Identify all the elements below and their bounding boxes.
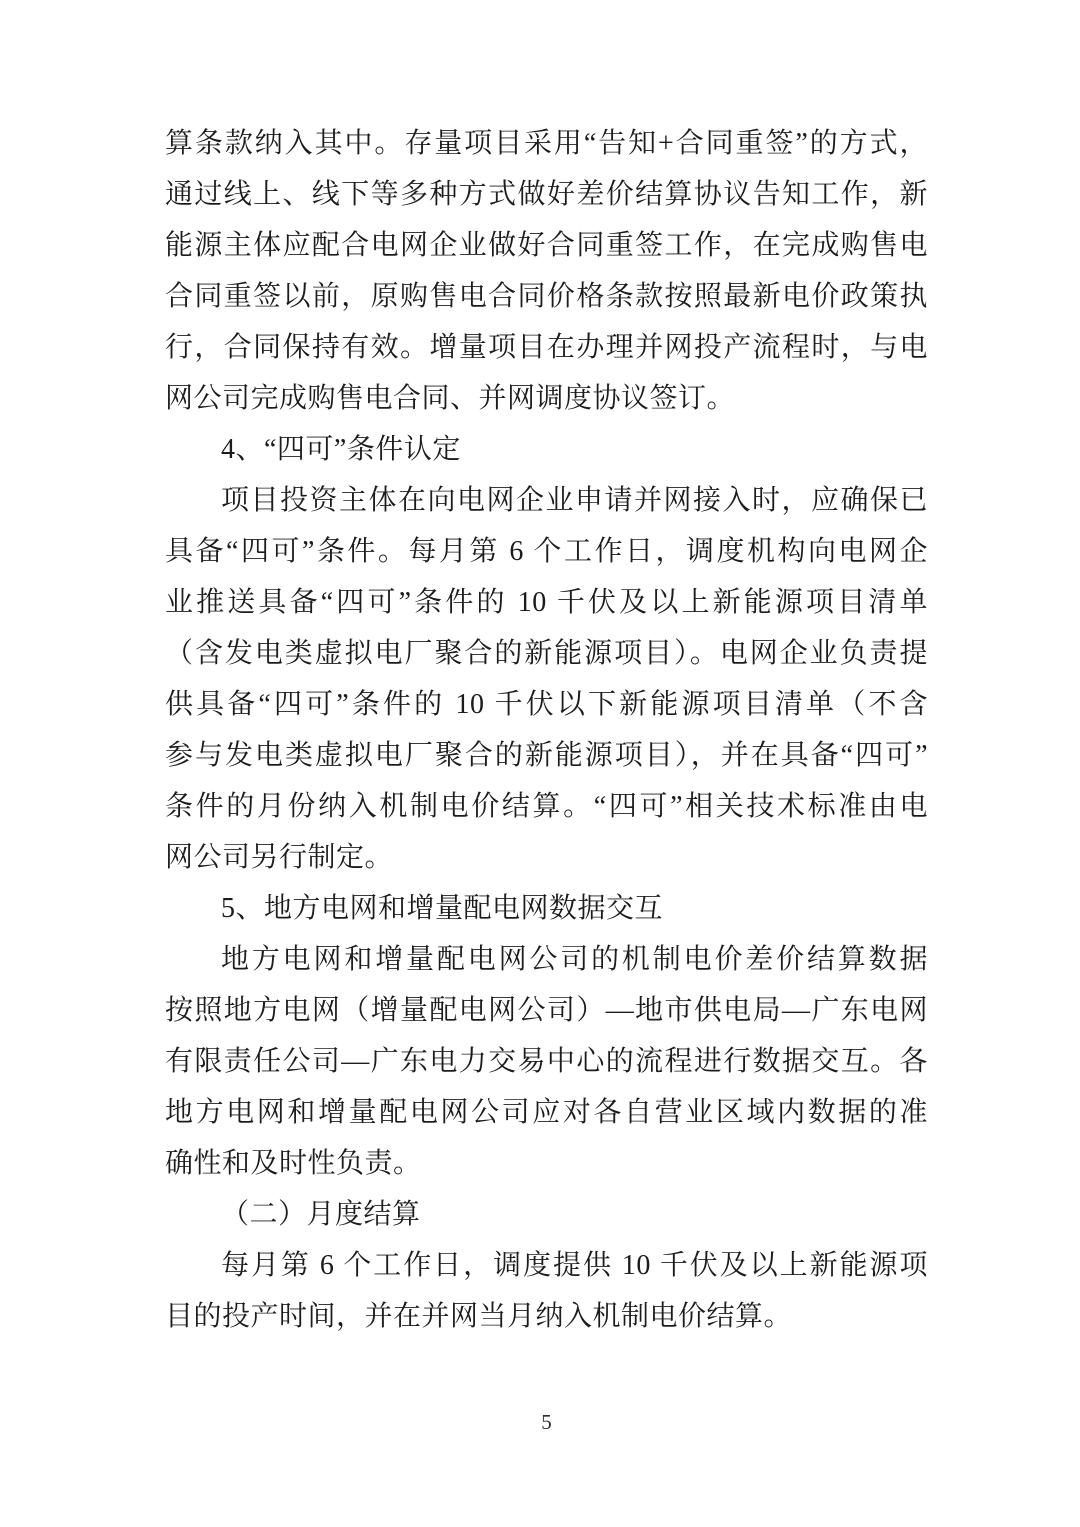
text-line: 每月第 6 个工作日，调度提供 10 千伏及以上新能源项 <box>221 1250 928 1281</box>
section-heading-4: 4、“四可”条件认定 <box>221 434 461 465</box>
section-heading-5: 5、地方电网和增量配电网数据交互 <box>221 893 664 924</box>
text-line: 项目投资主体在向电网企业申请并网接入时，应确保已 <box>221 485 928 516</box>
text-line: 供具备“四可”条件的 10 千伏以下新能源项目清单（不含 <box>165 689 928 720</box>
text-line: 能源主体应配合电网企业做好合同重签工作，在完成购售电 <box>165 230 928 261</box>
text-line: 地方电网和增量配电网公司应对各自营业区域内数据的准 <box>165 1097 928 1128</box>
subsection-heading-2: （二）月度结算 <box>221 1199 421 1230</box>
text-line: 业推送具备“四可”条件的 10 千伏及以上新能源项目清单 <box>165 587 928 618</box>
text-line: 网公司完成购售电合同、并网调度协议签订。 <box>165 383 736 414</box>
text-line: 网公司另行制定。 <box>165 842 394 873</box>
text-line: 参与发电类虚拟电厂聚合的新能源项目），并在具备“四可” <box>165 740 928 771</box>
text-line: 地方电网和增量配电网公司的机制电价差价结算数据 <box>221 944 928 975</box>
text-line: 合同重签以前，原购售电合同价格条款按照最新电价政策执 <box>165 281 928 312</box>
text-line: 目的投产时间，并在并网当月纳入机制电价结算。 <box>165 1301 793 1332</box>
text-line: 算条款纳入其中。存量项目采用“告知+合同重签”的方式， <box>165 128 928 159</box>
text-line: 条件的月份纳入机制电价结算。“四可”相关技术标准由电 <box>165 791 928 822</box>
text-line: 确性和及时性负责。 <box>165 1148 422 1179</box>
text-line: 有限责任公司—广东电力交易中心的流程进行数据交互。各 <box>165 1046 928 1077</box>
document-body <box>165 118 928 1342</box>
text-line: （含发电类虚拟电厂聚合的新能源项目）。电网企业负责提 <box>165 638 928 669</box>
text-line: 通过线上、线下等多种方式做好差价结算协议告知工作，新 <box>165 179 928 210</box>
text-line: 行，合同保持有效。增量项目在办理并网投产流程时，与电 <box>165 332 928 363</box>
text-line: 具备“四可”条件。每月第 6 个工作日，调度机构向电网企 <box>165 536 928 567</box>
text-line: 按照地方电网（增量配电网公司）—地市供电局—广东电网 <box>165 995 928 1026</box>
page-number: 5 <box>541 1410 552 1434</box>
